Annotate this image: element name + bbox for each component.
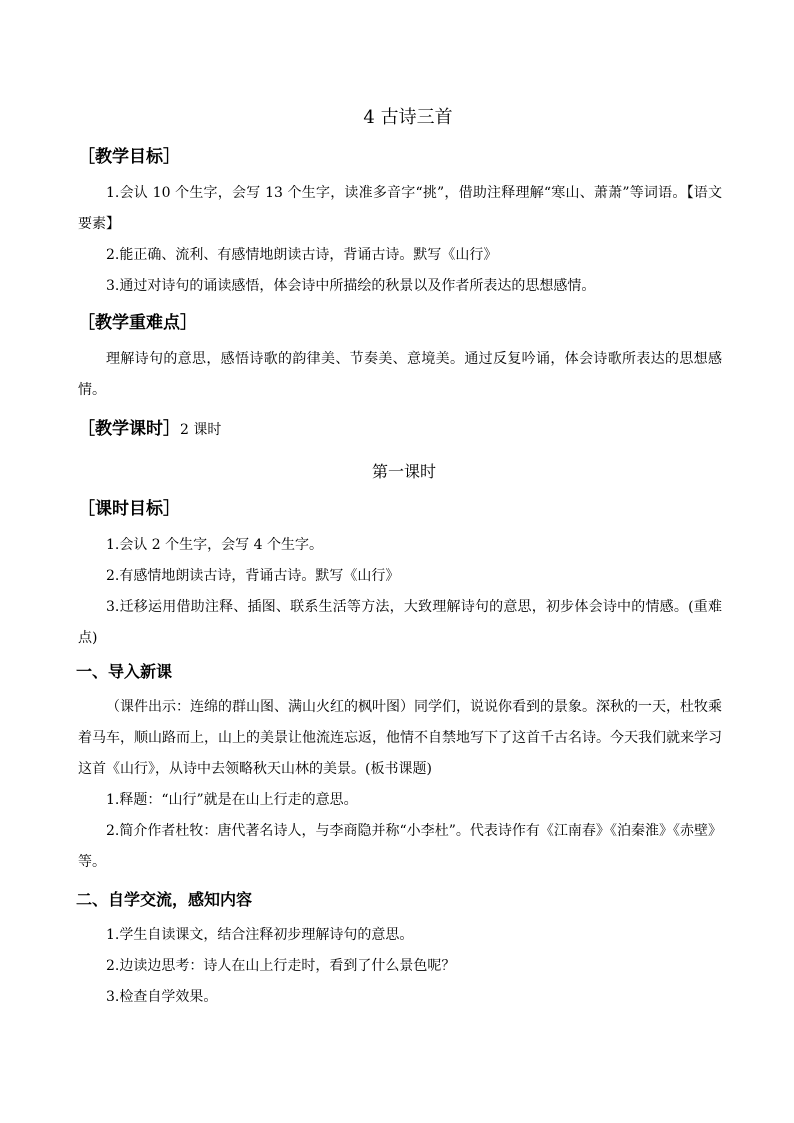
section-2-item-1: 1.学生自读课文，结合注释初步理解诗句的意思。 — [106, 927, 414, 943]
lesson-goals-heading: ［课时目标］ — [78, 499, 180, 519]
teaching-goal-2: 2.能正确、流利、有感情地朗读古诗，背诵古诗。默写《山行》 — [106, 247, 498, 263]
key-points-heading: ［教学重难点］ — [78, 313, 197, 333]
class-hours-heading: ［教学课时］ — [78, 419, 180, 439]
teaching-goals-heading: ［教学目标］ — [78, 147, 180, 167]
class-hours-row — [78, 416, 722, 442]
key-points-text: 理解诗句的意思，感悟诗歌的韵律美、节奏美、意境美。通过反复吟诵，体会诗歌所表达的思想感情。 — [78, 351, 722, 398]
section-1-heading: 一、导入新课 — [76, 662, 173, 681]
lesson-goal-3: 3.迁移运用借助注释、插图、联系生活等方法，大致理解诗句的意思，初步体会诗中的情感。(重难点) — [78, 599, 722, 646]
section-1-intro: （课件出示：连绵的群山图、满山火红的枫叶图）同学们，说说你看到的景象。深秋的一天，杜牧乘着马车，顺山路而上，山上的美景让他流连忘返，他情不自禁地写下了这首千古名诗。今天我们就来学习这首《山行》，从诗中去领略秋天山林的美景。(板书课题) — [78, 699, 722, 777]
class-hours-value: 2 课时 — [180, 422, 222, 438]
document-title: 4 古诗三首 — [363, 107, 453, 128]
section-2-item-2: 2.边读边思考：诗人在山上行走时，看到了什么景色呢？ — [106, 958, 456, 974]
section-1-item-1: 1.释题：“山行”就是在山上行走的意思。 — [106, 792, 358, 808]
teaching-goal-3: 3.通过对诗句的诵读感悟，体会诗中所描绘的秋景以及作者所表达的思想感情。 — [106, 278, 596, 294]
lesson-goal-2: 2.有感情地朗读古诗，背诵古诗。默写《山行》 — [106, 568, 400, 584]
lesson-goal-1: 1.会认 2 个生字，会写 4 个生字。 — [106, 537, 323, 553]
section-2-heading: 二、自学交流，感知内容 — [76, 890, 253, 909]
lesson-one-title: 第一课时 — [371, 462, 436, 481]
section-2-item-3: 3.检查自学效果。 — [106, 989, 218, 1005]
document-content — [78, 104, 722, 1013]
section-1-item-2: 2.简介作者杜牧：唐代著名诗人，与李商隐并称“小李杜”。代表诗作有《江南春》《泊秦淮》《赤壁》等。 — [78, 823, 722, 870]
teaching-goal-1: 1.会认 10 个生字，会写 13 个生字，读准多音字“挑”，借助注释理解“寒山、萧萧”等词语。【语文要素】 — [78, 185, 722, 232]
